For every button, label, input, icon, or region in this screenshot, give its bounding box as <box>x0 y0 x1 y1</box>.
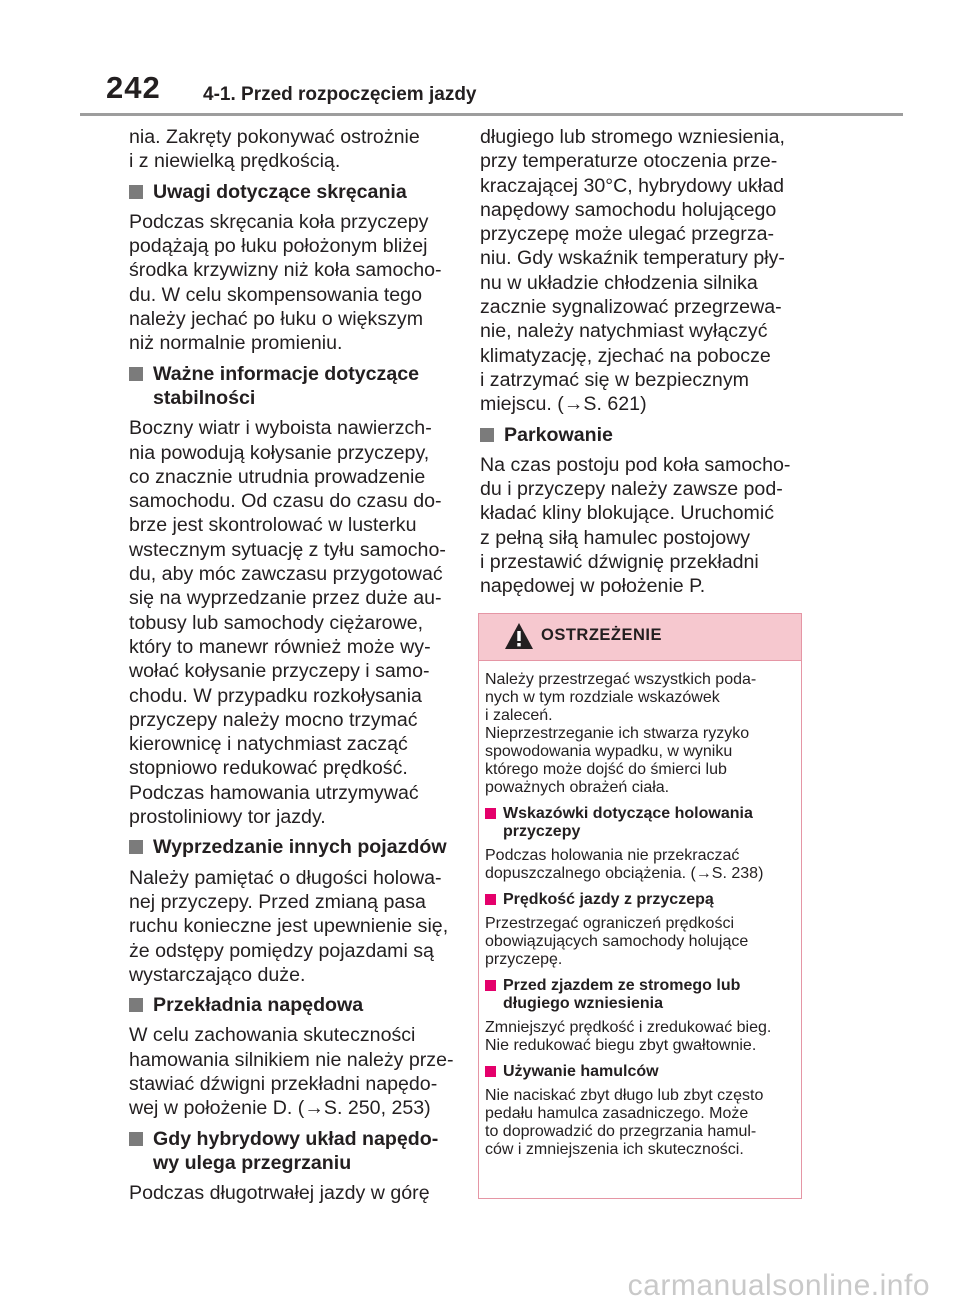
text-line: przyczepę może ulegać przegrza- <box>480 223 775 246</box>
square-bullet-icon <box>485 1066 496 1077</box>
section-title: 4-1. Przed rozpoczęciem jazdy <box>203 84 477 105</box>
paragraph <box>485 1019 801 1055</box>
warning-body <box>479 661 801 1159</box>
text-line: miejscu. (→S. 621) <box>480 393 647 416</box>
text-line: Przekładnia napędowa <box>153 994 364 1017</box>
text-line: kierownicę i natychmiast zacząć <box>129 733 408 756</box>
text-line: obowiązujących samochody holujące <box>485 933 749 950</box>
square-bullet-icon <box>129 367 143 381</box>
text-line: nej przyczepy. Przed zmianą pasa <box>129 890 426 913</box>
section-heading <box>129 1127 459 1176</box>
text-line: wy ulega przegrzaniu <box>153 1151 352 1174</box>
section-heading <box>485 977 801 1013</box>
text-line: Podczas skręcania koła przyczepy <box>129 210 429 233</box>
square-bullet-icon <box>485 808 496 819</box>
warning-triangle-icon <box>504 622 534 650</box>
text-line: pedału hamulca zasadniczego. Może <box>485 1105 749 1122</box>
page-number: 242 <box>106 70 161 105</box>
text-line: samochodu. Od czasu do czasu do- <box>129 490 442 513</box>
text-line: du i przyczepy należy zawsze pod- <box>480 478 783 501</box>
text-line: i zaleceń. <box>485 707 553 724</box>
text-line: klimatyzację, zjechać na pobocze <box>480 344 771 367</box>
text-line: Zmniejszyć prędkość i zredukować bieg. <box>485 1019 772 1036</box>
text-line: przy temperaturze otoczenia prze- <box>480 150 778 173</box>
text-line: i przestawić dźwignię przekładni <box>480 551 759 574</box>
text-line: nia. Zakręty pokonywać ostrożnie <box>129 126 420 148</box>
paragraph <box>129 416 459 829</box>
text-line: niż normalnie promieniu. <box>129 332 343 355</box>
text-line: prostoliniowy tor jazdy. <box>129 806 326 829</box>
text-line: należy jechać po łuku o większym <box>129 308 424 331</box>
text-line: dopuszczalnego obciążenia. (→S. 238) <box>485 865 764 882</box>
text-line: Ważne informacje dotyczące <box>153 362 420 385</box>
square-bullet-icon <box>129 840 143 854</box>
text-line: brze jest skontrolować w lusterku <box>129 514 417 537</box>
text-line: napędowy samochodu holującego <box>480 198 777 221</box>
right-column <box>480 125 810 604</box>
text-line: stawiać dźwigni przekładni napędo- <box>129 1072 438 1095</box>
section-heading <box>129 180 459 204</box>
paragraph <box>485 671 801 797</box>
paragraph <box>129 1181 459 1205</box>
text-line: Na czas postoju pod koła samocho- <box>480 453 791 476</box>
paragraph <box>129 866 459 987</box>
text-line: W celu zachowania skuteczności <box>129 1024 416 1047</box>
text-line: nych w tym rozdziale wskazówek <box>485 689 720 706</box>
text-line: kraczającej 30°C, hybrydowy układ <box>480 174 785 197</box>
section-heading <box>480 423 810 447</box>
paragraph <box>480 453 810 599</box>
warning-title: OSTRZEŻENIE <box>541 626 663 644</box>
text-line: Parkowanie <box>504 423 613 446</box>
text-line: to doprowadzić do przegrzania hamul- <box>485 1123 757 1140</box>
paragraph <box>129 125 459 174</box>
text-line: Przestrzegać ograniczeń prędkości <box>485 915 735 932</box>
text-line: Boczny wiatr i wyboista nawierzch- <box>129 417 432 440</box>
text-line: nu w układzie chłodzenia silnika <box>480 271 758 294</box>
paragraph <box>485 847 801 883</box>
square-bullet-icon <box>480 428 494 442</box>
text-line: z pełną siłą hamulec postojowy <box>480 526 751 549</box>
text-line: Przed zjazdem ze stromego lub <box>503 977 741 994</box>
text-line: Podczas holowania nie przekraczać <box>485 847 740 864</box>
watermark: carmanualsonline.info <box>627 1269 930 1302</box>
section-heading <box>129 835 459 859</box>
text-line: i zatrzymać się w bezpiecznym <box>480 368 749 391</box>
section-heading <box>485 1063 801 1081</box>
section-heading <box>129 993 459 1017</box>
text-line: wystarczająco duże. <box>129 963 306 986</box>
square-bullet-icon <box>129 998 143 1012</box>
text-line: napędowej w położenie P. <box>480 575 706 598</box>
text-line: niu. Gdy wskaźnik temperatury pły- <box>480 247 785 270</box>
text-line: Uwagi dotyczące skręcania <box>153 180 407 203</box>
text-line: przyczepy należy mocno trzymać <box>129 708 418 731</box>
text-line: Używanie hamulców <box>503 1063 659 1080</box>
text-line: przyczepy <box>503 823 581 840</box>
header-divider <box>80 113 903 116</box>
paragraph <box>129 1023 459 1120</box>
text-line: du, aby móc zawczasu przygotować <box>129 563 443 586</box>
text-line: Należy pamiętać o długości holowa- <box>129 866 442 889</box>
text-line: du. W celu skompensowania tego <box>129 283 422 306</box>
square-bullet-icon <box>485 980 496 991</box>
paragraph <box>485 915 801 969</box>
text-line: Podczas hamowania utrzymywać <box>129 781 419 804</box>
text-line: chodu. W przypadku rozkołysania <box>129 684 422 707</box>
text-line: wołać kołysanie przyczepy i samo- <box>129 660 430 683</box>
text-line: ruchu konieczne jest upewnienie się, <box>129 915 449 938</box>
text-line: wstecznym sytuację z tyłu samocho- <box>129 538 446 561</box>
section-heading <box>129 362 459 411</box>
text-line: poważnych obrażeń ciała. <box>485 779 670 796</box>
square-bullet-icon <box>129 1132 143 1146</box>
text-line: długiego wzniesienia <box>503 995 664 1012</box>
text-line: Podczas długotrwałej jazdy w górę <box>129 1182 430 1205</box>
text-line: przyczepę. <box>485 951 563 968</box>
text-line: który to manewr również może wy- <box>129 635 431 658</box>
text-line: nie, należy natychmiast wyłączyć <box>480 320 768 343</box>
left-column <box>129 125 459 1210</box>
text-line: kładać kliny blokujące. Uruchomić <box>480 502 775 525</box>
text-line: spowodowania wypadku, w wyniku <box>485 743 733 760</box>
text-line: tobusy lub samochody ciężarowe, <box>129 611 424 634</box>
text-line: Prędkość jazdy z przyczepą <box>503 891 714 908</box>
text-line: Wskazówki dotyczące holowania <box>503 805 753 822</box>
text-line: Wyprzedzanie innych pojazdów <box>153 836 447 859</box>
square-bullet-icon <box>129 185 143 199</box>
paragraph <box>485 1087 801 1159</box>
text-line: Nieprzestrzeganie ich stwarza ryzyko <box>485 725 750 742</box>
text-line: i z niewielką prędkością. <box>129 150 341 173</box>
text-line: nia powodują kołysanie przyczepy, <box>129 441 430 464</box>
text-line: zacznie sygnalizować przegrzewa- <box>480 296 782 319</box>
text-line: Nie naciskać zbyt długo lub zbyt często <box>485 1087 764 1104</box>
text-line: ców i zmniejszenia ich skuteczności. <box>485 1141 744 1158</box>
text-line: środka krzywizny niż koła samocho- <box>129 259 442 282</box>
text-line: długiego lub stromego wzniesienia, <box>480 126 785 148</box>
warning-box <box>478 613 802 1199</box>
section-heading <box>485 891 801 909</box>
text-line: którego może dojść do śmierci lub <box>485 761 727 778</box>
warning-header <box>479 614 801 661</box>
text-line: stopniowo redukować prędkość. <box>129 757 408 780</box>
text-line: co znacznie utrudnia prowadzenie <box>129 465 426 488</box>
section-heading <box>485 805 801 841</box>
text-line: podążają po łuku położonym bliżej <box>129 235 428 258</box>
square-bullet-icon <box>485 894 496 905</box>
text-line: wej w położenie D. (→S. 250, 253) <box>129 1097 431 1120</box>
text-line: stabilności <box>153 386 256 409</box>
paragraph <box>480 125 810 417</box>
text-line: Gdy hybrydowy układ napędo- <box>153 1127 439 1150</box>
text-line: że odstępy pomiędzy pojazdami są <box>129 939 434 962</box>
text-line: Należy przestrzegać wszystkich poda- <box>485 671 757 688</box>
page-header <box>0 0 960 118</box>
text-line: hamowania silnikiem nie należy prze- <box>129 1048 454 1071</box>
text-line: się na wyprzedzanie przez duże au- <box>129 587 442 610</box>
text-line: Nie redukować biegu zbyt gwałtownie. <box>485 1037 757 1054</box>
paragraph <box>129 210 459 356</box>
